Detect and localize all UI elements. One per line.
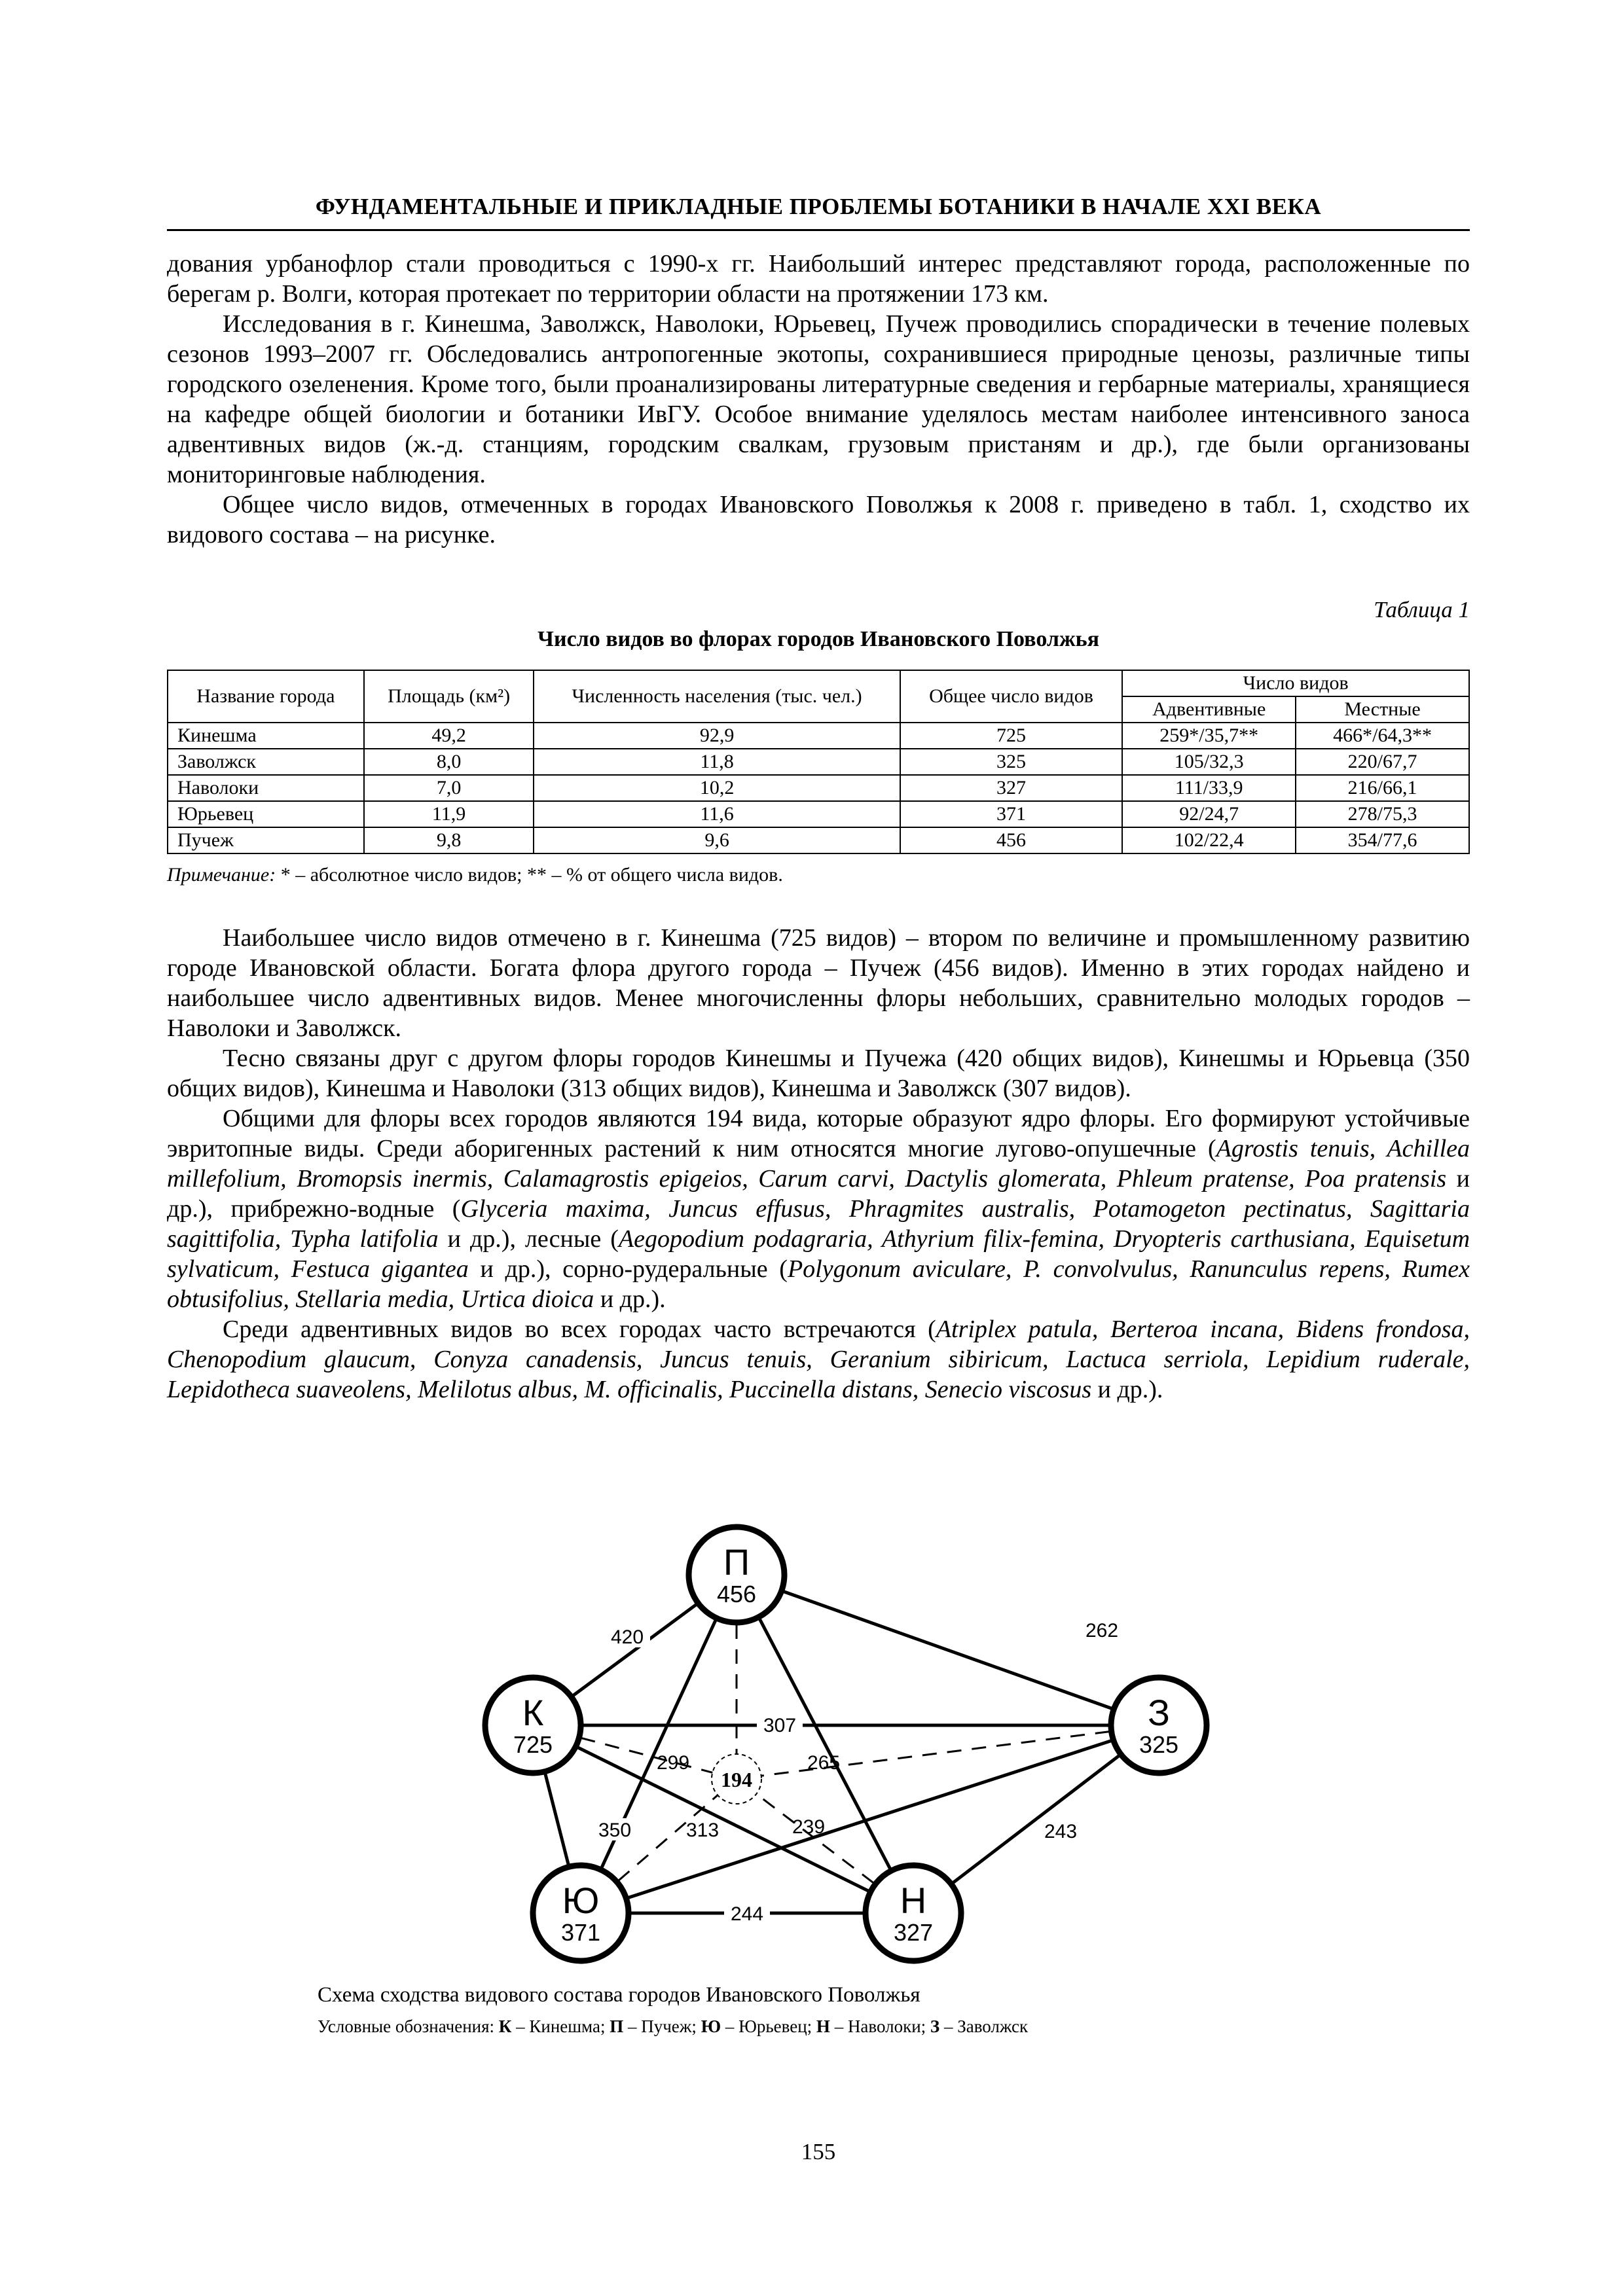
table-cell: 11,8 <box>534 749 900 775</box>
legend-p: П <box>610 2017 624 2036</box>
node-yu-letter: Ю <box>562 1880 600 1921</box>
edge-label-k-n: 299 <box>656 1752 690 1774</box>
legend-z: З <box>930 2017 940 2036</box>
col-native: Местные <box>1296 696 1469 723</box>
table-cell: 49,2 <box>364 723 534 749</box>
table-cell: 11,6 <box>534 801 900 827</box>
table-cell: 111/33,9 <box>1122 775 1296 801</box>
p3-species-meadow: Agrostis tenuis, Achillea millefolium, Bromopsis inermis, Calamagrostis epigeios, Carum carvi, Dactylis glomerata, Phleum pratense, Poa pratensis <box>167 1135 1470 1193</box>
figure-legend <box>318 2017 1028 2037</box>
edge-label-k-z: 307 <box>763 1715 797 1736</box>
node-n-count: 327 <box>893 1919 934 1946</box>
similarity-diagram <box>311 1517 1332 1975</box>
table-row <box>168 827 1469 853</box>
table-cell: Кинешма <box>168 723 364 749</box>
table-cell: 8,0 <box>364 749 534 775</box>
table-row <box>168 775 1469 801</box>
table-cell: 105/32,3 <box>1122 749 1296 775</box>
species-table <box>167 670 1470 854</box>
legend-n: Н <box>816 2017 830 2036</box>
body-paragraph-2: Тесно связаны друг с другом флоры городов Кинешмы и Пучежа (420 общих видов), Кинешмы и Юрьевца (350 общих видов), Кинешма и Наволоки (313 общих видов), Кинешма и Заволжск (307 видов). <box>167 1045 1470 1102</box>
legend-k: К <box>498 2017 512 2036</box>
table-row <box>168 749 1469 775</box>
edge-p-z <box>737 1575 1159 1725</box>
table-cell: 725 <box>900 723 1123 749</box>
table-cell: 92/24,7 <box>1122 801 1296 827</box>
edge-label-n-z: 243 <box>1044 1821 1078 1842</box>
edge-label-p-n: 313 <box>685 1820 720 1841</box>
intro-text <box>167 249 1470 550</box>
table-cell: 9,8 <box>364 827 534 853</box>
table-cell: 220/67,7 <box>1296 749 1469 775</box>
col-adventive: Адвентивные <box>1122 696 1296 723</box>
table-row <box>168 723 1469 749</box>
table-cell: 466*/64,3** <box>1296 723 1469 749</box>
table-cell: Заволжск <box>168 749 364 775</box>
legend-k-text: – Кинешма; <box>511 2017 610 2036</box>
p3-species-weed: Polygonum aviculare, P. convolvulus, Ranunculus repens, Rumex obtusifolius, Stellaria media, Urtica dioica <box>167 1255 1470 1313</box>
p3-species-forest: Aegopodium podagraria, Athyrium filix-femina, Dryopteris carthusiana, Equisetum sylvaticum, Festuca gigantea <box>167 1225 1470 1283</box>
table-cell: 278/75,3 <box>1296 801 1469 827</box>
table-label: Таблица 1 <box>1374 597 1470 622</box>
p3-species-water: Glyceria maxima, Juncus effusus, Phragmites australis, Potamogeton pectinatus, Sagittaria sagittifolia, Typha latifolia <box>167 1195 1470 1253</box>
edge-label-p-yu: 265 <box>807 1752 841 1774</box>
table-cell: 216/66,1 <box>1296 775 1469 801</box>
body-paragraph-1: Наибольшее число видов отмечено в г. Кинешма (725 видов) – втором по величине и промышленному развитию городе Ивановской области. Богата флора другого города – Пучеж (456 видов). Именно в этих городах найдено и наибольшее число адвентивных видов. Менее многочисленны флоры небольших, сравнительно молодых городов – Наволоки и Заволжск. <box>167 924 1470 1042</box>
node-z-letter: З <box>1148 1692 1170 1733</box>
table-cell: 11,9 <box>364 801 534 827</box>
edge-label-yu-n: 244 <box>730 1903 764 1925</box>
p3-text-e: и др.), лесные ( <box>438 1225 619 1253</box>
running-header: ФУНДАМЕНТАЛЬНЫЕ И ПРИКЛАДНЫЕ ПРОБЛЕМЫ БОТАНИКИ В НАЧАЛЕ XXI ВЕКА <box>315 194 1322 219</box>
table-cell: 371 <box>900 801 1123 827</box>
table-cell: 92,9 <box>534 723 900 749</box>
intro-paragraph-2: Исследования в г. Кинешма, Заволжск, Наволоки, Юрьевец, Пучеж проводились спорадически в течение полевых сезонов 1993–2007 гг. Обследовались антропогенные экотопы, сохранившиеся природные ценозы, различные типы городского озеленения. Кроме того, были проанализированы литературные сведения и гербарные материалы, хранящиеся на кафедре общей биологии и ботаники ИвГУ. Особое внимание уделялось местам наиболее интенсивного заноса адвентивных видов (ж.-д. станциям, городским свалкам, грузовым пристаням и др.), где были организованы мониторинговые наблюдения. <box>167 310 1470 488</box>
table-row <box>168 801 1469 827</box>
edge-label-p-z: 262 <box>1085 1620 1119 1641</box>
table-cell: 10,2 <box>534 775 900 801</box>
table-cell: Наволоки <box>168 775 364 801</box>
page-number: 155 <box>801 2139 836 2164</box>
p3-text-g: и др.), сорно-рудеральные ( <box>468 1255 788 1283</box>
legend-n-text: – Наволоки; <box>830 2017 930 2036</box>
legend-yu-text: – Юрьевец; <box>721 2017 816 2036</box>
p3-text-c: и др.), прибрежно-водные ( <box>167 1165 1470 1223</box>
edge-p-yu <box>581 1575 737 1913</box>
legend-z-text: – Заволжск <box>939 2017 1029 2036</box>
edge-label-k-yu: 350 <box>598 1820 632 1841</box>
legend-yu: Ю <box>701 2017 721 2036</box>
node-p-letter: П <box>723 1541 750 1583</box>
p3-text-a: Общими для флоры всех городов являются 194 вида, которые образуют ядро флоры. Его формируют устойчивые эвритопные виды. Среди аборигенных растений к ним относятся многие лугово-опушечные ( <box>167 1105 1470 1162</box>
node-yu-count: 371 <box>560 1919 601 1946</box>
intro-paragraph-3: Общее число видов, отмеченных в городах Ивановского Поволжья к 2008 г. приведено в табл. 1, сходство их видового состава – на рисунке. <box>167 491 1470 548</box>
body-paragraph-3 <box>167 1103 1470 1314</box>
p4-text-a: Среди адвентивных видов во всех городах часто встречаются ( <box>223 1316 936 1343</box>
col-city: Название города <box>168 670 364 723</box>
table-title: Число видов во флорах городов Ивановского Поволжья <box>538 627 1099 651</box>
node-p-count: 456 <box>716 1581 757 1607</box>
edge-label-k-p: 420 <box>610 1626 644 1648</box>
note-label: Примечание: <box>167 864 276 886</box>
col-total: Общее число видов <box>900 670 1123 723</box>
node-z-count: 325 <box>1139 1731 1179 1758</box>
body-text <box>167 923 1470 1405</box>
body-paragraph-4 <box>167 1314 1470 1405</box>
edge-label-yu-z: 239 <box>792 1816 826 1838</box>
p4-text-c: и др.). <box>1091 1376 1163 1403</box>
p3-text-i: и др.). <box>594 1285 666 1313</box>
table-cell: 327 <box>900 775 1123 801</box>
p4-species-adventive: Atriplex patula, Berteroa incana, Bidens frondosa, Chenopodium glaucum, Conyza canadensis, Juncus tenuis, Geranium sibiricum, Lactuca serriola, Lepidium ruderale, Lepidotheca suaveolens, Melilotus albus, M. officinalis, Puccinella distans, Senecio viscosus <box>167 1316 1470 1403</box>
table-body <box>168 723 1469 853</box>
legend-prefix: Условные обозначения: <box>318 2017 499 2036</box>
col-population: Численность населения (тыс. чел.) <box>534 670 900 723</box>
table-cell: 325 <box>900 749 1123 775</box>
table-header-row <box>168 670 1469 696</box>
col-species: Число видов <box>1122 670 1469 696</box>
table-cell: 7,0 <box>364 775 534 801</box>
figure-caption: Схема сходства видового состава городов Ивановского Поволжья <box>318 1983 921 2007</box>
legend-p-text: – Пучеж; <box>623 2017 701 2036</box>
col-area: Площадь (км²) <box>364 670 534 723</box>
edge-p-n <box>737 1575 913 1913</box>
core-label: 194 <box>721 1768 752 1791</box>
node-k-count: 725 <box>513 1731 553 1758</box>
table-cell: Пучеж <box>168 827 364 853</box>
header-rule <box>167 229 1470 231</box>
table-note <box>167 864 783 886</box>
table-cell: Юрьевец <box>168 801 364 827</box>
intro-paragraph-1: дования урбанофлор стали проводиться с 1990-х гг. Наибольший интерес представляют города, расположенные по берегам р. Волги, которая протекает по территории области на протяжении 173 км. <box>167 250 1470 308</box>
table-cell: 456 <box>900 827 1123 853</box>
table-cell: 259*/35,7** <box>1122 723 1296 749</box>
node-k-letter: К <box>522 1692 544 1733</box>
node-n-letter: Н <box>900 1880 927 1921</box>
table-cell: 102/22,4 <box>1122 827 1296 853</box>
table-cell: 9,6 <box>534 827 900 853</box>
note-text: * – абсолютное число видов; ** – % от общего числа видов. <box>276 864 783 886</box>
table-cell: 354/77,6 <box>1296 827 1469 853</box>
